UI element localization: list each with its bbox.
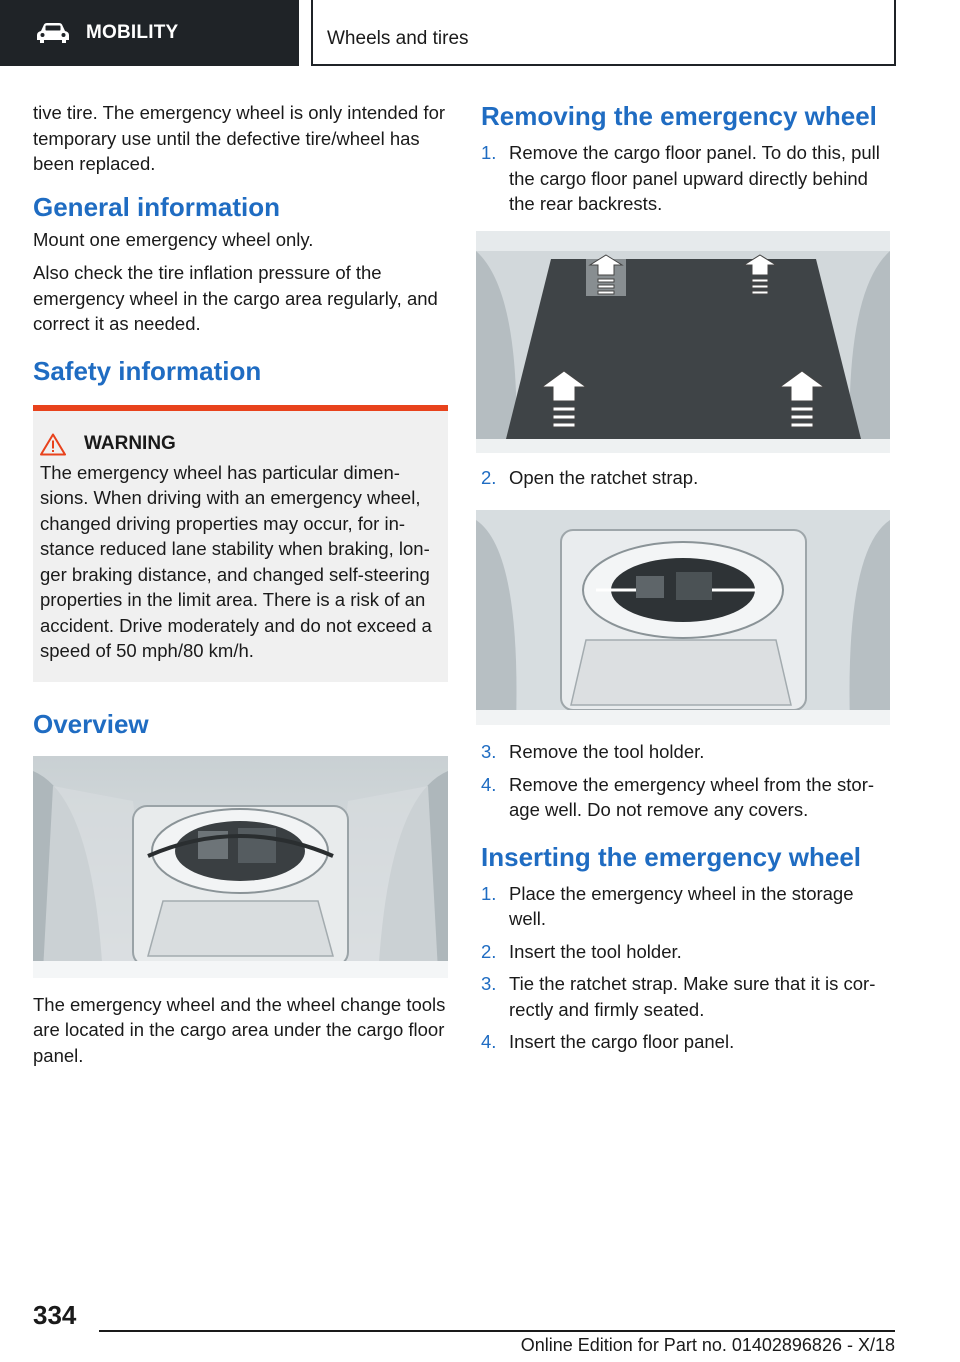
removing-step-4: 4. Remove the emergency wheel from the stor-age well. Do not remove any covers. — [481, 773, 875, 820]
removing-heading: Removing the emergency wheel — [481, 101, 877, 131]
safety-information-heading: Safety information — [33, 355, 262, 386]
warning-triangle-icon — [40, 433, 66, 456]
inserting-heading: Inserting the emergency wheel — [481, 841, 862, 872]
cargo-floor-panel-illustration — [476, 231, 890, 453]
left-column — [33, 100, 448, 1076]
warning-label: WARNING — [84, 433, 176, 454]
ratchet-strap-illustration — [476, 510, 890, 725]
removing-step-3: 3. Remove the tool holder. — [481, 741, 705, 762]
overview-heading: Overview — [33, 708, 149, 739]
car-front-icon — [36, 22, 70, 44]
section-tab — [0, 0, 299, 66]
footer-rule — [99, 1330, 895, 1332]
right-column — [481, 100, 895, 1062]
edition-note: Online Edition for Part no. 01402896826 - X/18 — [520, 1335, 895, 1355]
general-paragraph-2: Also check the tire inflation pressure of the emergency wheel in the cargo area regularly, and correct it as needed. — [33, 262, 438, 334]
page-header — [0, 0, 960, 66]
inserting-step-3: 3. Tie the ratchet strap. Make sure that it is cor-rectly and firmly seated. — [481, 973, 876, 1020]
section-label: MOBILITY — [86, 22, 179, 43]
removing-step-1: 1. Remove the cargo floor panel. To do this, pull the cargo floor panel upward directly behind the rear backrests. — [481, 142, 880, 214]
inserting-step-2: 2. Insert the tool holder. — [481, 940, 682, 962]
overview-caption: The emergency wheel and the wheel change tools are located in the cargo area under the cargo floor panel. — [33, 993, 446, 1066]
intro-paragraph: tive tire. The emergency wheel is only intended for temporary use until the defective tire/wheel has been replaced. — [33, 102, 446, 174]
removing-step-2: 2. Open the ratchet strap. — [481, 466, 699, 488]
inserting-step-1: 1. Place the emergency wheel in the storage well. — [481, 882, 854, 929]
warning-box — [33, 405, 448, 682]
inserting-step-4: 4. Insert the cargo floor panel. — [481, 1031, 735, 1052]
page-number: 334 — [33, 1300, 77, 1330]
chapter-title: Wheels and tires — [311, 0, 896, 66]
general-information-heading: General information — [33, 191, 281, 222]
general-paragraph-1: Mount one emergency wheel only. — [33, 228, 314, 250]
warning-text: The emergency wheel has particular dimen-sions. When driving with an emergency wheel, changed driving properties may occur, for in-stance reduced lane stability when braking, lon-ger braking distance, and changed self-steering properties in the limit area. There is a risk of an accident. Drive moderately and do not exceed a speed of 50 mph/80 km/h. — [40, 461, 432, 661]
overview-illustration — [33, 756, 448, 978]
